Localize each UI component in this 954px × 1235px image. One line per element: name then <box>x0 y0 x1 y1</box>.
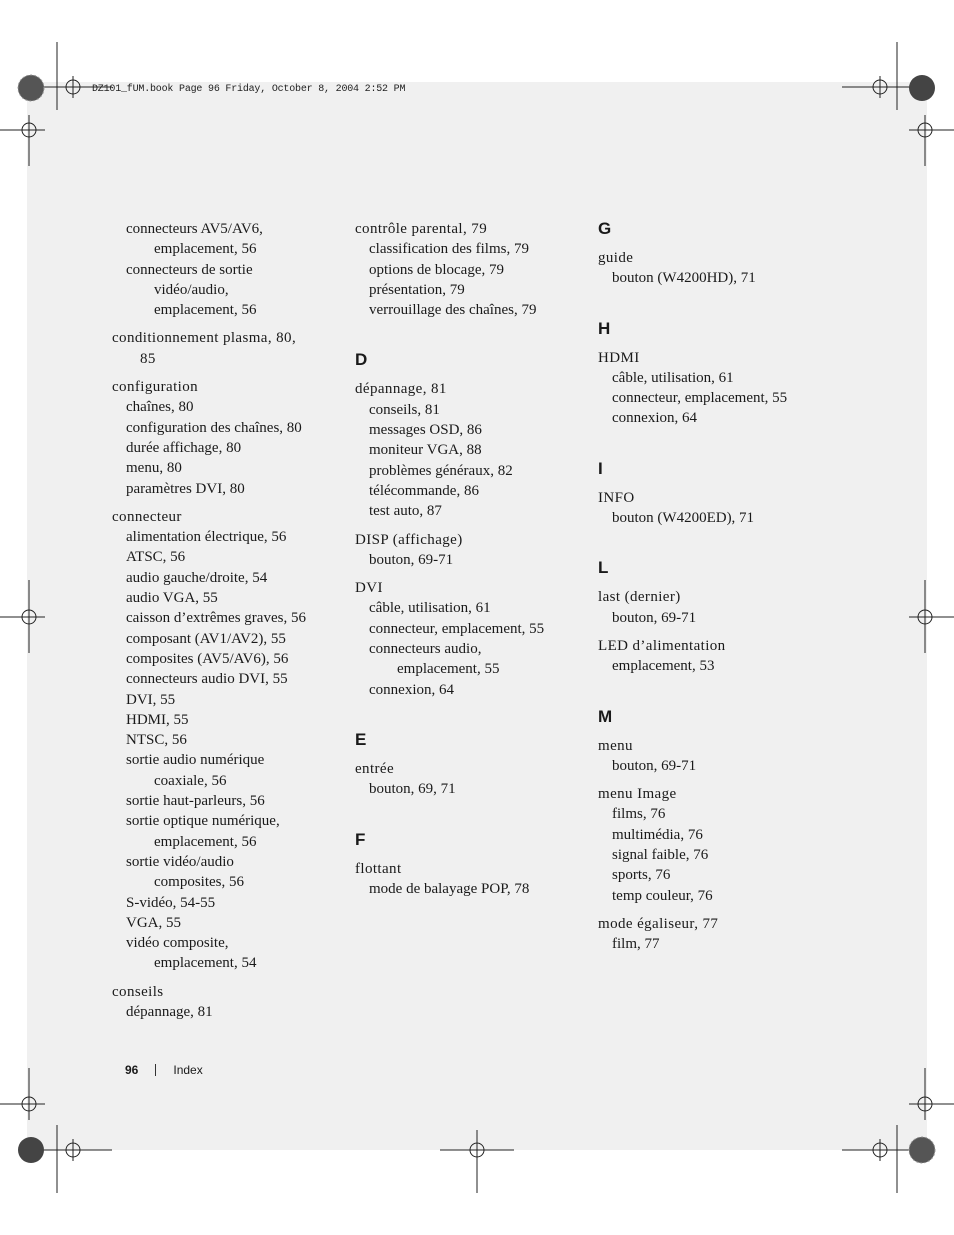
index-subentry <box>355 239 580 259</box>
index-subentry <box>355 879 580 899</box>
index-subentry-text: S-vidéo, 54-55 <box>126 894 216 911</box>
index-heading-text: dépannage, 81 <box>355 381 447 398</box>
index-subentry-text: connecteurs audio, <box>369 641 482 658</box>
index-subentry-continuation: emplacement, 56 <box>154 302 257 319</box>
index-letter: G <box>598 219 612 238</box>
index-heading-text: entrée <box>355 760 395 777</box>
index-subentry <box>598 368 823 388</box>
index-heading-text: connecteur <box>112 508 182 525</box>
index-subentry-text: sortie haut-parleurs, 56 <box>126 793 265 810</box>
index-subentry-text: composites (AV5/AV6), 56 <box>126 650 289 667</box>
index-heading-text: HDMI <box>598 349 640 366</box>
index-heading <box>598 784 823 804</box>
index-letter: I <box>598 458 603 478</box>
index-subentry <box>112 568 337 588</box>
index-entry <box>112 377 337 499</box>
index-heading <box>112 377 337 397</box>
index-subentry-text: HDMI, 55 <box>126 711 189 728</box>
index-subentry <box>355 280 580 300</box>
index-entry <box>355 219 580 320</box>
index-heading-text: mode égaliseur, 77 <box>598 915 719 932</box>
index-heading-text: last (dernier) <box>598 589 681 606</box>
index-column-1 <box>112 219 337 1030</box>
index-entry <box>112 328 337 369</box>
index-subentry-text: connecteurs audio DVI, 55 <box>126 671 288 688</box>
index-subentry <box>112 260 337 321</box>
index-entry <box>598 488 823 529</box>
footer-divider <box>155 1064 156 1076</box>
index-subentry-text: conseils, 81 <box>369 401 440 418</box>
index-subentry <box>112 730 337 750</box>
index-subentry <box>112 219 337 260</box>
index-subentry-text: alimentation électrique, 56 <box>126 529 287 546</box>
index-subentry <box>112 933 337 974</box>
index-letter: M <box>598 706 613 726</box>
index-letter: F <box>355 829 366 849</box>
index-subentry-text: audio gauche/droite, 54 <box>126 569 268 586</box>
index-subentry-text: options de blocage, 79 <box>369 261 504 278</box>
index-subentry <box>355 501 580 521</box>
index-heading <box>355 219 580 239</box>
index-subentry <box>598 886 823 906</box>
index-subentry <box>598 804 823 824</box>
index-heading-text: conseils <box>112 983 164 1000</box>
index-entry <box>355 759 580 800</box>
index-heading-text: conditionnement plasma, 80, <box>112 330 297 347</box>
index-heading-text: guide <box>598 250 634 266</box>
index-heading <box>355 578 580 598</box>
index-heading <box>598 488 823 508</box>
index-subentry-text: câble, utilisation, 61 <box>612 369 734 386</box>
index-subentry-text: film, 77 <box>612 936 660 953</box>
index-subentry-text: télécommande, 86 <box>369 482 479 499</box>
index-heading <box>598 587 823 607</box>
index-subentry-text: câble, utilisation, 61 <box>369 600 491 617</box>
index-subentry <box>355 260 580 280</box>
index-heading <box>355 530 580 550</box>
index-subentry-text: classification des films, 79 <box>369 241 529 258</box>
index-entry <box>598 348 823 429</box>
page-footer <box>125 1063 203 1077</box>
index-heading <box>112 328 337 369</box>
index-subentry <box>112 710 337 730</box>
index-heading-text: menu <box>598 737 633 754</box>
index-subentry <box>112 811 337 852</box>
index-subentry-text: bouton, 69-71 <box>612 609 697 626</box>
index-subentry-text: chaînes, 80 <box>126 399 194 416</box>
index-subentry-text: connecteurs de sortie <box>126 261 253 278</box>
index-subentry-text: DVI, 55 <box>126 691 176 708</box>
index-heading <box>598 914 823 934</box>
index-subentry-text: connecteur, emplacement, 55 <box>612 390 788 407</box>
index-entry <box>598 248 823 289</box>
index-heading <box>112 982 337 1002</box>
index-subentry-text: bouton, 69, 71 <box>369 781 456 798</box>
index-subentry-text: bouton (W4200ED), 71 <box>612 510 755 527</box>
index-subentry-text: problèmes généraux, 82 <box>369 462 513 479</box>
index-subentry-text: bouton, 69-71 <box>612 757 697 774</box>
index-subentry <box>355 420 580 440</box>
index-heading-text: configuration <box>112 379 199 396</box>
index-subentry-text: présentation, 79 <box>369 281 465 298</box>
index-subentry-continuation: emplacement, 56 <box>154 241 257 258</box>
index-heading-continuation: 85 <box>140 350 156 367</box>
index-subentry <box>355 300 580 320</box>
index-entry <box>355 530 580 571</box>
index-heading <box>355 859 580 879</box>
index-subentry <box>598 825 823 845</box>
index-heading-text: menu Image <box>598 786 677 803</box>
index-subentry-text: paramètres DVI, 80 <box>126 480 245 497</box>
index-subentry <box>598 408 823 428</box>
index-subentry <box>355 440 580 460</box>
index-subentry-text: configuration des chaînes, 80 <box>126 419 302 436</box>
index-subentry-continuation: composites, 56 <box>154 874 244 891</box>
index-subentry <box>112 608 337 628</box>
index-subentry-text: messages OSD, 86 <box>369 422 482 439</box>
index-subentry-text: composant (AV1/AV2), 55 <box>126 630 286 647</box>
index-subentry-text: sports, 76 <box>612 867 671 884</box>
index-letter: L <box>598 558 609 578</box>
index-subentry <box>598 656 823 676</box>
index-subentry <box>112 547 337 567</box>
index-subentry-text: vidéo composite, <box>126 935 229 952</box>
index-subentry-continuation: emplacement, 56 <box>154 833 257 850</box>
index-subentry-text: connecteur, emplacement, 55 <box>369 620 545 637</box>
index-letter: D <box>355 350 368 370</box>
index-subentry <box>355 639 580 680</box>
index-heading-text: DISP (affichage) <box>355 531 463 548</box>
index-subentry <box>112 397 337 417</box>
index-column-3 <box>598 219 823 963</box>
index-subentry-continuation: vidéo/audio, <box>154 281 229 298</box>
index-subentry-text: bouton (W4200HD), 71 <box>612 270 756 287</box>
index-column-2 <box>355 219 580 907</box>
index-subentry <box>112 791 337 811</box>
index-subentry-continuation: coaxiale, 56 <box>154 772 227 789</box>
index-subentry-text: test auto, 87 <box>369 503 442 520</box>
index-heading-text: INFO <box>598 489 635 506</box>
index-heading <box>112 507 337 527</box>
index-subentry-text: dépannage, 81 <box>126 1003 213 1020</box>
index-heading-text: LED d’alimentation <box>598 637 726 654</box>
index-subentry <box>598 865 823 885</box>
index-entry <box>112 982 337 1023</box>
index-heading-text: contrôle parental, 79 <box>355 221 488 237</box>
index-subentry-text: sortie optique numérique, <box>126 813 280 830</box>
index-letter: H <box>598 318 611 338</box>
index-entry <box>112 219 337 320</box>
index-subentry-text: audio VGA, 55 <box>126 590 218 607</box>
index-subentry <box>112 913 337 933</box>
index-entry <box>355 859 580 900</box>
index-subentry <box>598 508 823 528</box>
index-subentry-text: sortie vidéo/audio <box>126 853 234 870</box>
index-entry <box>598 784 823 906</box>
index-subentry <box>112 527 337 547</box>
index-subentry-text: connexion, 64 <box>612 410 697 427</box>
index-subentry-text: bouton, 69-71 <box>369 551 454 568</box>
index-heading <box>598 248 823 268</box>
index-subentry <box>355 779 580 799</box>
index-entry <box>598 914 823 955</box>
index-subentry-text: emplacement, 53 <box>612 658 715 675</box>
index-subentry <box>355 481 580 501</box>
index-subentry <box>355 461 580 481</box>
index-subentry-text: connecteurs AV5/AV6, <box>126 221 263 237</box>
index-subentry <box>112 893 337 913</box>
print-slug: DZ101_fUM.book Page 96 Friday, October 8, 2004 2:52 PM <box>92 84 406 95</box>
index-subentry <box>112 649 337 669</box>
index-subentry <box>112 1002 337 1022</box>
index-subentry <box>112 438 337 458</box>
index-entry <box>355 379 580 521</box>
index-subentry-text: ATSC, 56 <box>126 549 186 566</box>
index-subentry-text: moniteur VGA, 88 <box>369 442 482 459</box>
index-heading-text: DVI <box>355 580 383 597</box>
index-entry <box>598 636 823 677</box>
index-subentry-text: VGA, 55 <box>126 914 181 931</box>
footer-section: Index <box>173 1063 203 1077</box>
index-subentry-text: temp couleur, 76 <box>612 887 713 904</box>
index-subentry-text: verrouillage des chaînes, 79 <box>369 302 537 319</box>
index-letter: E <box>355 729 367 749</box>
index-subentry <box>112 588 337 608</box>
index-entry <box>598 587 823 628</box>
index-subentry-text: signal faible, 76 <box>612 847 709 864</box>
index-entry <box>598 736 823 777</box>
index-subentry <box>112 669 337 689</box>
index-subentry-continuation: emplacement, 54 <box>154 955 257 972</box>
index-subentry <box>355 550 580 570</box>
index-subentry <box>355 619 580 639</box>
index-subentry-text: connexion, 64 <box>369 681 454 698</box>
index-subentry <box>355 598 580 618</box>
index-heading-text: flottant <box>355 860 402 877</box>
index-subentry <box>112 629 337 649</box>
index-heading <box>598 736 823 756</box>
index-subentry-text: films, 76 <box>612 806 666 823</box>
index-heading <box>598 636 823 656</box>
index-subentry <box>112 418 337 438</box>
index-subentry <box>598 845 823 865</box>
index-subentry <box>355 680 580 700</box>
index-subentry-text: sortie audio numérique <box>126 752 265 769</box>
index-subentry <box>112 690 337 710</box>
index-subentry-text: durée affichage, 80 <box>126 439 242 456</box>
index-heading <box>355 759 580 779</box>
index-entry <box>112 507 337 974</box>
index-subentry <box>112 852 337 893</box>
index-heading <box>598 348 823 368</box>
index-subentry-text: multimédia, 76 <box>612 826 703 843</box>
index-subentry <box>598 756 823 776</box>
index-subentry <box>112 458 337 478</box>
index-subentry-text: NTSC, 56 <box>126 732 187 749</box>
index-subentry <box>598 608 823 628</box>
index-subentry <box>598 934 823 954</box>
page-number: 96 <box>125 1063 139 1077</box>
index-subentry <box>112 750 337 791</box>
index-subentry-text: menu, 80 <box>126 460 182 477</box>
index-subentry-continuation: emplacement, 55 <box>397 661 500 678</box>
index-subentry-text: caisson d’extrêmes graves, 56 <box>126 610 306 627</box>
index-heading <box>355 379 580 399</box>
index-subentry <box>598 388 823 408</box>
index-subentry-text: mode de balayage POP, 78 <box>369 880 530 897</box>
index-subentry <box>598 268 823 288</box>
index-entry <box>355 578 580 700</box>
index-subentry <box>355 400 580 420</box>
index-subentry <box>112 479 337 499</box>
